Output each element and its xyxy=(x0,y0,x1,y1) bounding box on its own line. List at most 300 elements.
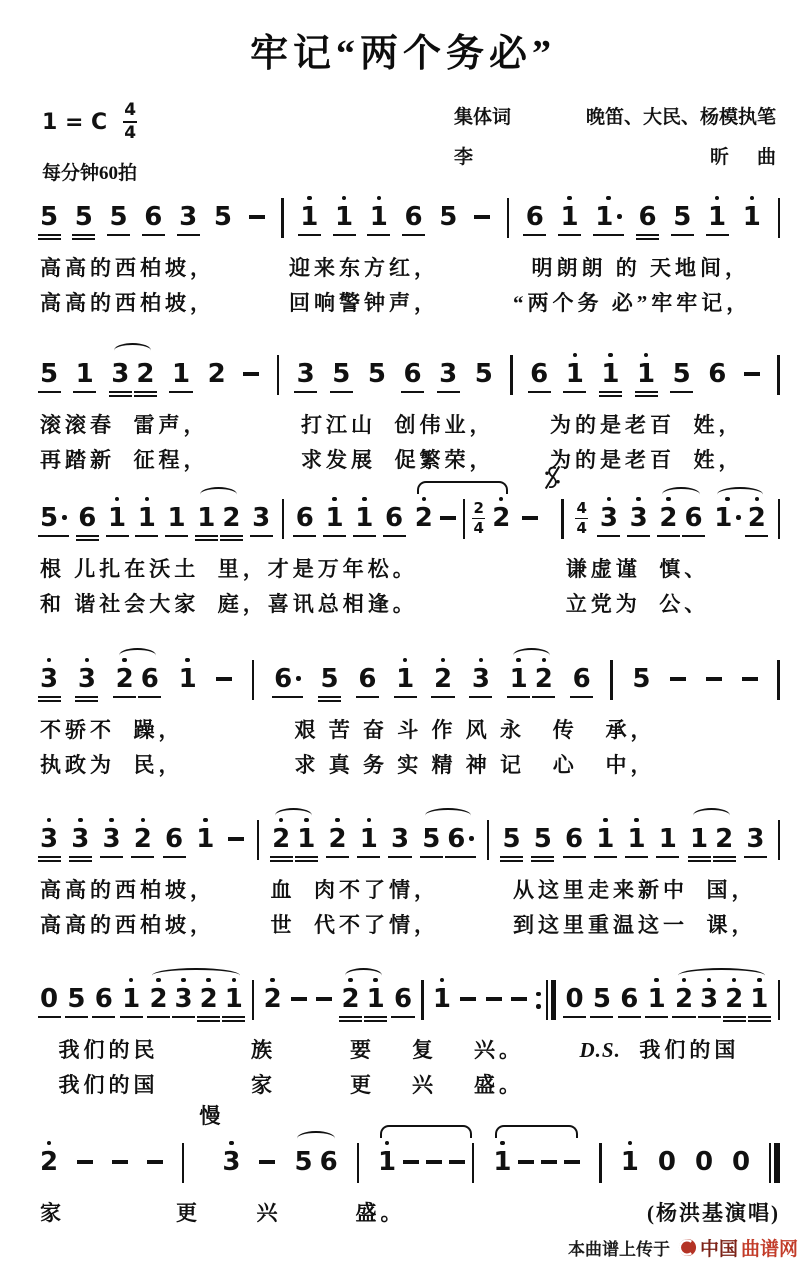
brand-site: 曲谱网 xyxy=(740,1239,798,1260)
duration-dash xyxy=(474,193,490,246)
note xyxy=(394,975,412,1028)
octave-dot-icon xyxy=(732,978,737,983)
note-number: 3 xyxy=(439,358,458,389)
beam-underline xyxy=(333,234,356,236)
beam-underline xyxy=(558,234,581,236)
barline xyxy=(507,198,509,238)
note xyxy=(355,494,373,547)
beam-underline xyxy=(625,856,648,858)
octave-dot-icon xyxy=(385,1141,390,1146)
music-system xyxy=(40,975,780,1098)
barline xyxy=(421,980,423,1020)
slur-group xyxy=(272,815,315,868)
note-number: 5 xyxy=(672,358,691,389)
note xyxy=(743,193,761,246)
note xyxy=(326,494,344,547)
beam-underline xyxy=(318,696,341,698)
beam-underline xyxy=(75,696,98,698)
note-number: 1 xyxy=(359,823,378,854)
beam-underline xyxy=(220,535,243,537)
lyric-segment: 再踏新 征程， 求发展 促繁荣， 为的是老百 姓， xyxy=(40,447,744,472)
note-number: 1 xyxy=(196,823,215,854)
beam-underline xyxy=(744,856,767,858)
ts-numerator: 4 xyxy=(576,499,587,517)
slur-group xyxy=(690,815,733,868)
brand-country: 中国 xyxy=(699,1239,738,1260)
beam-underline xyxy=(109,391,132,393)
note-number: 0 xyxy=(565,983,584,1014)
rest xyxy=(695,1138,713,1191)
music-system xyxy=(40,350,780,473)
beam-underline xyxy=(507,696,530,698)
note xyxy=(566,350,584,403)
duration-dash xyxy=(744,350,760,403)
beam-underline xyxy=(298,234,321,236)
duration-dash xyxy=(112,1138,128,1191)
note xyxy=(439,193,457,246)
note-number: 6 xyxy=(295,502,314,533)
note xyxy=(475,350,493,403)
barline xyxy=(182,1143,184,1183)
octave-dot-icon xyxy=(654,978,659,983)
octave-dot-icon xyxy=(542,658,547,663)
beam-underline xyxy=(394,696,417,698)
note xyxy=(40,494,67,547)
note-number: 2 xyxy=(115,663,134,694)
tie-group xyxy=(415,494,510,547)
note-number: 3 xyxy=(71,823,90,854)
note xyxy=(110,193,128,246)
lyric-segment: 和 谐社会大家 庭，喜讯总相逢。 立党为 公、 xyxy=(40,591,710,616)
octave-dot-icon xyxy=(229,1141,234,1146)
note xyxy=(122,975,140,1028)
note xyxy=(405,193,423,246)
duration-dash xyxy=(216,655,232,708)
beam-underline xyxy=(72,234,95,236)
note-number: 6 xyxy=(525,201,544,232)
note-number: 2 xyxy=(328,823,347,854)
beam-underline xyxy=(38,234,61,236)
note-number: 5 xyxy=(332,358,351,389)
key-tempo-block xyxy=(42,102,137,185)
beam-underline xyxy=(270,860,293,862)
meter-numerator: 4 xyxy=(124,100,137,120)
note-number: 0 xyxy=(40,983,59,1014)
beam-underline xyxy=(599,391,622,393)
note-number: 1 xyxy=(596,823,615,854)
beam-underline xyxy=(618,1016,641,1018)
note-number: 5 xyxy=(673,201,692,232)
octave-dot-icon xyxy=(725,497,730,502)
beam-underline xyxy=(748,1020,771,1022)
note xyxy=(378,1138,396,1191)
note-number: 3 xyxy=(40,823,59,854)
note-number: 3 xyxy=(390,823,410,854)
beam-underline xyxy=(431,696,454,698)
beam-underline xyxy=(323,535,346,537)
octave-dot-icon xyxy=(606,196,611,201)
lyric-segment: 滚滚春 雷声， 打江山 创伟业， 为的是老百 姓， xyxy=(40,412,744,437)
note-number: 2 xyxy=(492,502,511,533)
octave-dot-icon xyxy=(499,497,504,502)
beam-underline xyxy=(134,391,157,393)
beam-underline xyxy=(599,395,622,397)
song-title: 牢记“两个务必” xyxy=(249,33,556,75)
beam-underline xyxy=(356,696,379,698)
note xyxy=(332,350,350,403)
beam-underline xyxy=(113,696,136,698)
beam-underline xyxy=(38,535,70,537)
lyric-segment: 根 儿扎在沃土 里，才是万年松。 谦虚谨 慎、 xyxy=(40,556,710,581)
octave-dot-icon xyxy=(377,196,382,201)
note-number: 3 xyxy=(77,663,96,694)
key-signature xyxy=(42,102,137,142)
beam-underline xyxy=(594,856,617,858)
ts-denominator: 4 xyxy=(473,518,484,537)
note xyxy=(472,655,490,708)
repeat-dot xyxy=(536,1004,541,1009)
octave-dot-icon xyxy=(156,978,161,983)
note xyxy=(179,193,197,246)
duration-dash xyxy=(147,1138,163,1191)
lyric-segment: 高高的西柏坡， 迎来东方红， 明朗朗 的 天地间， xyxy=(40,255,750,280)
note-number: 1 xyxy=(167,502,186,533)
beam-underline xyxy=(106,535,129,537)
beam-underline xyxy=(135,535,158,537)
note-number: 5 xyxy=(474,358,493,389)
octave-dot-icon xyxy=(232,978,237,983)
dash-line xyxy=(706,677,722,681)
octave-dot-icon xyxy=(644,353,649,358)
beam-underline xyxy=(165,535,188,537)
note xyxy=(40,193,58,246)
time-signature xyxy=(123,102,137,142)
note-number: 2 xyxy=(40,1146,59,1177)
slur-group xyxy=(714,494,766,547)
note xyxy=(708,193,726,246)
note-number: 2 xyxy=(149,983,168,1014)
lyric-row xyxy=(40,412,780,438)
octave-dot-icon xyxy=(270,978,275,983)
beam-underline xyxy=(748,1016,771,1018)
note-number: 5 xyxy=(439,201,458,232)
beam-underline xyxy=(220,539,243,541)
beam-underline xyxy=(670,391,693,393)
note-number: 2 xyxy=(341,983,360,1014)
note xyxy=(297,350,315,403)
note xyxy=(403,350,421,403)
beam-underline xyxy=(197,1020,220,1022)
note xyxy=(358,655,376,708)
note-number: 2 xyxy=(725,983,744,1014)
dash-line xyxy=(316,997,332,1001)
dash-line xyxy=(77,1160,93,1164)
note xyxy=(165,815,183,868)
lyric-row xyxy=(40,556,780,582)
note xyxy=(422,815,440,868)
beam-underline xyxy=(437,391,460,393)
thick-bar xyxy=(551,980,557,1020)
note xyxy=(530,350,548,403)
barline xyxy=(778,980,780,1020)
note xyxy=(503,815,521,868)
note xyxy=(328,815,346,868)
note-number: 6 xyxy=(385,502,404,533)
note-number: 1 xyxy=(377,1146,397,1177)
duration-dash xyxy=(460,975,476,1028)
beam-underline xyxy=(723,1016,746,1018)
beam-underline xyxy=(197,1016,220,1018)
dash-line xyxy=(112,1160,128,1164)
octave-dot-icon xyxy=(573,353,578,358)
slur-group xyxy=(342,975,385,1028)
beam-underline xyxy=(76,539,99,541)
note-number: 2 xyxy=(199,983,218,1014)
barline xyxy=(487,820,489,860)
slur-group xyxy=(659,494,702,547)
octave-dot-icon xyxy=(441,658,446,663)
octave-dot-icon xyxy=(422,497,427,502)
duration-dash xyxy=(259,1138,275,1191)
note-number: 5 xyxy=(40,502,59,533)
note xyxy=(297,815,315,868)
octave-dot-icon xyxy=(47,1141,52,1146)
note xyxy=(67,975,85,1028)
note-number: 1 xyxy=(620,1146,639,1177)
notes-row xyxy=(40,975,780,1028)
note xyxy=(595,193,622,246)
beam-underline xyxy=(713,860,736,862)
note-number: 3 xyxy=(746,823,765,854)
beam-underline xyxy=(590,1016,613,1018)
beam-underline xyxy=(723,1020,746,1022)
dash-line xyxy=(403,1160,419,1164)
note xyxy=(675,975,693,1028)
note-number: 6 xyxy=(358,663,377,694)
note-number: 5 xyxy=(40,358,59,389)
beam-underline xyxy=(713,856,736,858)
note xyxy=(684,494,702,547)
note-number: 1 xyxy=(355,502,374,533)
note xyxy=(95,975,113,1028)
beam-underline xyxy=(38,700,61,702)
beam-underline xyxy=(38,1016,61,1018)
barline xyxy=(778,820,780,860)
note xyxy=(659,815,677,868)
lyric-row xyxy=(40,717,780,743)
note-number: 6 xyxy=(620,983,639,1014)
beam-underline xyxy=(635,391,658,393)
lyric-row xyxy=(40,752,780,778)
beam-underline xyxy=(570,696,593,698)
lyricists-names: 晚笛、大民、杨模执笔 xyxy=(585,107,776,128)
note xyxy=(149,975,167,1028)
octave-dot-icon xyxy=(608,353,613,358)
beam-underline xyxy=(745,535,768,537)
note-number: 1 xyxy=(658,823,677,854)
barline xyxy=(257,820,259,860)
note-number: 1 xyxy=(595,201,614,232)
lyric-segment: (杨洪基演唱) xyxy=(647,1200,780,1225)
note xyxy=(725,975,743,1028)
note xyxy=(632,655,650,708)
barline xyxy=(281,198,283,238)
lyric-segment: 高高的西柏坡， 回响警钟声， “两个务 必”牢牢记， xyxy=(40,290,752,315)
beam-underline xyxy=(272,696,304,698)
key-label: 1 = C xyxy=(42,109,108,135)
lyric-segment: 我们的民 族 要 复 兴。 xyxy=(40,1037,580,1062)
dash-line xyxy=(249,215,265,219)
note-number: 1 xyxy=(647,983,666,1014)
note xyxy=(40,815,58,868)
octave-dot-icon xyxy=(362,497,367,502)
octave-dot-icon xyxy=(181,978,186,983)
note-number: 1 xyxy=(690,823,709,854)
note xyxy=(439,350,457,403)
note xyxy=(342,975,360,1028)
beam-underline xyxy=(38,856,61,858)
barline xyxy=(561,499,563,539)
note-number: 1 xyxy=(297,823,316,854)
octave-dot-icon xyxy=(516,658,521,663)
octave-dot-icon xyxy=(628,1141,633,1146)
notes-row xyxy=(40,350,780,403)
octave-dot-icon xyxy=(755,497,760,502)
dash-line xyxy=(518,1160,534,1164)
note-number: 3 xyxy=(40,663,59,694)
barline xyxy=(778,499,780,539)
note-number: 1 xyxy=(335,201,354,232)
octave-dot-icon xyxy=(203,818,208,823)
note-number: 1 xyxy=(171,358,191,389)
inline-time-signature xyxy=(575,501,588,536)
barline xyxy=(277,355,279,395)
octave-dot-icon xyxy=(185,658,190,663)
octave-dot-icon xyxy=(109,818,114,823)
barline xyxy=(777,355,779,395)
beam-underline xyxy=(195,539,218,541)
note-number: 1 xyxy=(366,983,385,1014)
beam-underline xyxy=(76,535,99,537)
note xyxy=(715,815,733,868)
barline xyxy=(252,660,254,700)
note xyxy=(596,815,614,868)
note-number: 5 xyxy=(592,983,611,1014)
note-number: 1 xyxy=(369,201,388,232)
duration-dash xyxy=(449,1138,465,1191)
note xyxy=(535,655,553,708)
tempo-change-mark: 慢 xyxy=(199,1104,221,1128)
beam-underline xyxy=(706,234,729,236)
note xyxy=(447,815,474,868)
lyric-row xyxy=(40,1037,780,1063)
note xyxy=(630,494,648,547)
note xyxy=(200,975,218,1028)
site-brand xyxy=(678,1234,798,1261)
octave-dot-icon xyxy=(603,818,608,823)
note xyxy=(360,815,378,868)
note xyxy=(637,350,655,403)
octave-dot-icon xyxy=(304,818,309,823)
lyric-segment: 执政为 民， 求 真 务 实 精 神 记 心 中， xyxy=(40,752,656,777)
beam-underline xyxy=(109,395,132,397)
beam-underline xyxy=(69,860,92,862)
beam-underline xyxy=(420,856,443,858)
note xyxy=(690,815,708,868)
rest xyxy=(40,975,58,1028)
note xyxy=(708,350,726,403)
octave-dot-icon xyxy=(342,196,347,201)
lyric-row xyxy=(40,591,780,617)
beam-underline xyxy=(445,856,477,858)
note-number: 3 xyxy=(252,502,271,533)
beam-underline xyxy=(294,391,317,393)
note-number: 3 xyxy=(471,663,490,694)
thin-bar xyxy=(546,980,548,1020)
beam-underline xyxy=(391,1016,414,1018)
beam-underline xyxy=(688,860,711,862)
lyrics-credit-label: 集体词 xyxy=(454,107,512,128)
note-number: 0 xyxy=(732,1146,751,1177)
beam-underline xyxy=(72,238,95,240)
note-number: 6 xyxy=(638,201,657,232)
beam-underline xyxy=(657,535,680,537)
note-number: 5 xyxy=(109,201,128,232)
lyric-segment: 不骄不 躁， 艰 苦 奋 斗 作 风 永 传 承， xyxy=(40,717,656,742)
dash-line xyxy=(449,1160,465,1164)
note xyxy=(252,494,270,547)
note-number: 3 xyxy=(629,502,648,533)
notes-row xyxy=(40,494,780,547)
beam-underline xyxy=(163,856,186,858)
beam-underline xyxy=(222,1020,245,1022)
beam-underline xyxy=(293,535,316,537)
note-number: 1 xyxy=(714,502,733,533)
beam-underline xyxy=(656,856,679,858)
music-system xyxy=(40,655,780,778)
rest xyxy=(566,975,584,1028)
note xyxy=(534,815,552,868)
octave-dot-icon xyxy=(440,978,445,983)
note xyxy=(573,655,591,708)
note xyxy=(510,655,528,708)
beam-underline xyxy=(339,1020,362,1022)
note xyxy=(136,350,154,403)
dash-line xyxy=(744,372,760,376)
dash-line xyxy=(522,516,538,520)
note xyxy=(111,350,129,403)
dash-line xyxy=(291,997,307,1001)
note-number: 3 xyxy=(179,201,198,232)
note-number: 3 xyxy=(700,983,719,1014)
note-number: 5 xyxy=(632,663,651,694)
note-number: 5 xyxy=(213,201,232,232)
octave-dot-icon xyxy=(279,818,284,823)
octave-dot-icon xyxy=(607,497,612,502)
beam-underline xyxy=(528,391,551,393)
beam-underline xyxy=(563,1016,586,1018)
note-number: 2 xyxy=(133,823,152,854)
note-number: 1 xyxy=(300,201,319,232)
duration-dash xyxy=(440,494,456,547)
tempo-marking: 每分钟60拍 xyxy=(42,163,138,184)
slur-group xyxy=(294,1138,337,1191)
note xyxy=(208,350,226,403)
note-number: 5 xyxy=(294,1146,313,1177)
octave-dot-icon xyxy=(335,818,340,823)
note-number: 1 xyxy=(560,201,579,232)
note xyxy=(222,494,240,547)
